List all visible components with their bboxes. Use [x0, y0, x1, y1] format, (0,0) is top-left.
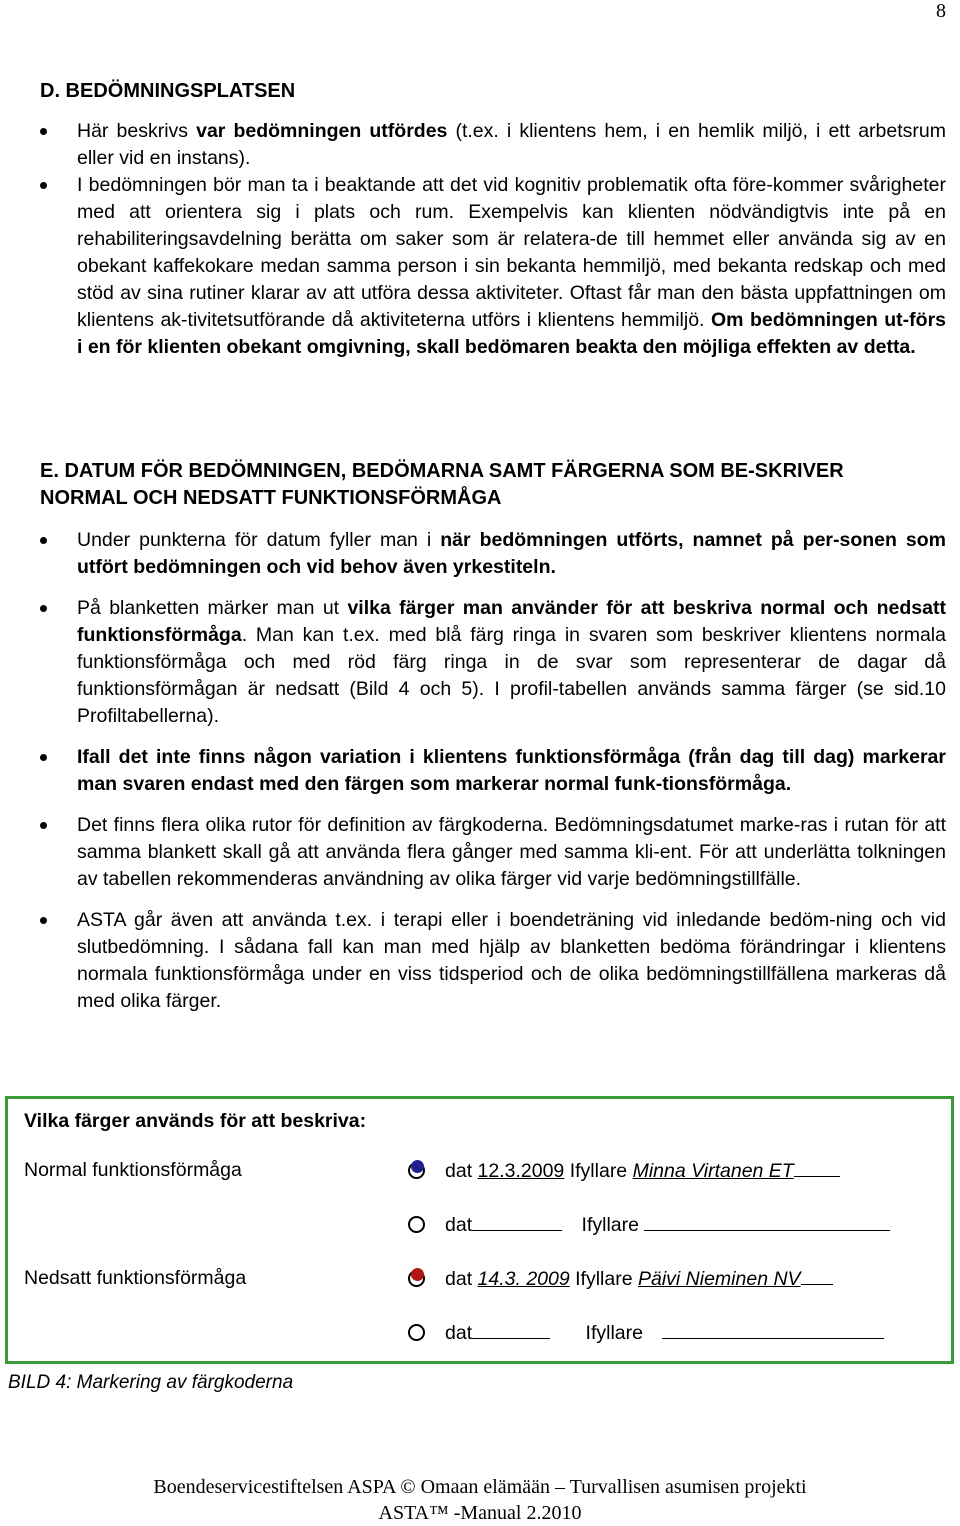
dat-label: dat — [445, 1322, 473, 1344]
section-e-list — [40, 527, 946, 1029]
list-item — [40, 118, 946, 172]
ifyllare-label: Ifyllare — [581, 1214, 639, 1236]
footer-line-1: Boendeservicestiftelsen ASPA © Omaan elämään – Turvallisen asumisen projekti — [153, 1476, 807, 1498]
dat-label: dat — [445, 1268, 473, 1290]
dat-label: dat — [445, 1214, 473, 1236]
bullet-icon — [40, 182, 47, 189]
color-box-title: Vilka färger används för att beskriva: — [24, 1110, 367, 1132]
text-run: (t.ex. i klientens hem, i en hemlik miljö, i ett arbetsrum eller vid en instans). — [77, 120, 946, 169]
list-item — [40, 527, 946, 581]
filler-value[interactable]: Minna Virtanen ET — [632, 1160, 794, 1182]
bullet-icon — [40, 605, 47, 612]
date-line[interactable] — [472, 1321, 550, 1339]
list-item — [40, 744, 946, 798]
filler-value[interactable]: Päivi Nieminen NV — [637, 1268, 801, 1290]
color-circle-icon[interactable] — [408, 1216, 425, 1233]
bullet-icon — [40, 822, 47, 829]
text-run: Det finns flera olika rutor för definition av färgkoderna. Bedömningsdatumet marke-ras i rutan för att samma blankett skall gå att använda flera gånger med samma kli-ent. För att underlätta tolkningen av tabellen rekommenderas användning av olika färger vid varje bedömningstillfälle. — [77, 814, 946, 890]
figure-caption: BILD 4: Markering av färgkoderna — [8, 1372, 294, 1393]
bullet-icon — [40, 537, 47, 544]
section-e-heading: E. DATUM FÖR BEDÖMNINGEN, BEDÖMARNA SAMT FÄRGERNA SOM BE-SKRIVER NORMAL OCH NEDSATT FUNKTIONSFÖRMÅGA — [40, 460, 844, 509]
date-line[interactable] — [472, 1213, 562, 1231]
filler-line — [801, 1267, 833, 1285]
bold-run: vilka färger man använder för att beskriva normal och nedsatt funktionsförmåga — [77, 597, 946, 646]
text-run: Här beskrivs — [77, 120, 197, 142]
list-item — [40, 595, 946, 730]
section-d-list — [40, 118, 946, 361]
text-run: På blanketten märker man ut — [77, 597, 348, 619]
color-row-reduced-2 — [408, 1321, 884, 1345]
text-run: I bedömningen bör man ta i beaktande att det vid kognitiv problematik ofta före-kommer svårigheter med att orientera sig i plats och rum. Exempelvis kan klienten nödvändigtvis inte på en rehabiliteringsavdelning berätta om saker som är relatera-de till hemmet eller använda sig av en obekant kaffekokare medan samma person i sin bekanta hemmiljö, med bekanta redskap och med stöd av sina rutiner klarar av att utföra dessa aktiviteter. Oftast får man den bästa uppfattningen om klientens ak-tivitetsutförande då aktiviteterna utförs i klientens hemmiljö. — [77, 174, 946, 331]
list-item — [40, 812, 946, 893]
ifyllare-label: Ifyllare — [585, 1322, 643, 1344]
list-item — [40, 172, 946, 361]
footer-line-2: ASTA™ -Manual 2.2010 — [378, 1502, 582, 1524]
date-value[interactable]: 14.3. 2009 — [477, 1268, 570, 1290]
text-run: Under punkterna för datum fyller man i — [77, 529, 441, 551]
color-fill-mark — [411, 1160, 424, 1173]
text-run: ASTA går även att använda t.ex. i terapi eller i boendeträning vid inledande bedöm-ning och vid slutbedömning. I sådana fall kan man med hjälp av blanketten bedöma förändringar i klientens normala funktionsförmåga under en viss tidsperiod och de olika bedömningstillfällena markeras då med olika färger. — [77, 909, 946, 1012]
ifyllare-label: Ifyllare — [575, 1268, 633, 1290]
filler-line[interactable] — [644, 1213, 890, 1231]
bold-run: när bedömningen utförts, namnet på per-sonen som utfört bedömningen och vid behov även yrkestiteln. — [77, 529, 947, 578]
bullet-icon — [40, 754, 47, 761]
filler-line[interactable] — [662, 1321, 884, 1339]
color-circle-icon[interactable] — [408, 1270, 425, 1287]
color-row-normal-1 — [408, 1159, 840, 1183]
list-item — [40, 907, 946, 1015]
date-value[interactable]: 12.3.2009 — [477, 1160, 565, 1182]
section-d-heading: D. BEDÖMNINGSPLATSEN — [40, 80, 296, 102]
color-circle-icon[interactable] — [408, 1162, 425, 1179]
bullet-icon — [40, 917, 47, 924]
color-circle-icon[interactable] — [408, 1324, 425, 1341]
filler-line — [794, 1159, 840, 1177]
bold-run: var bedömningen utfördes — [196, 120, 448, 142]
bold-run: Om bedömningen ut-förs i en för klienten obekant omgivning, skall bedömaren beakta den möjliga effekten av detta. — [77, 309, 946, 358]
dat-label: dat — [445, 1160, 473, 1182]
bold-run: Ifall det inte finns någon variation i klientens funktionsförmåga (från dag till dag) markerar man svaren endast med den färgen som markerar normal funk-tionsförmåga. — [77, 746, 946, 795]
color-row-normal-2 — [408, 1213, 890, 1237]
normal-function-label: Normal funktionsförmåga — [24, 1159, 242, 1181]
color-row-reduced-1 — [408, 1267, 833, 1291]
color-fill-mark — [411, 1268, 424, 1281]
bullet-icon — [40, 128, 47, 135]
reduced-function-label: Nedsatt funktionsförmåga — [24, 1267, 247, 1289]
text-run: . Man kan t.ex. med blå färg ringa in svaren som beskriver klientens normala funktionsförmåga och med röd färg ringa in de svar som representerar de dagar då funktionsförmågan är nedsatt (Bild 4 och 5). I profil-tabellen används samma färger (se sid.10 Profiltabellerna). — [77, 624, 946, 727]
ifyllare-label: Ifyllare — [569, 1160, 628, 1182]
page-number: 8 — [936, 0, 946, 22]
